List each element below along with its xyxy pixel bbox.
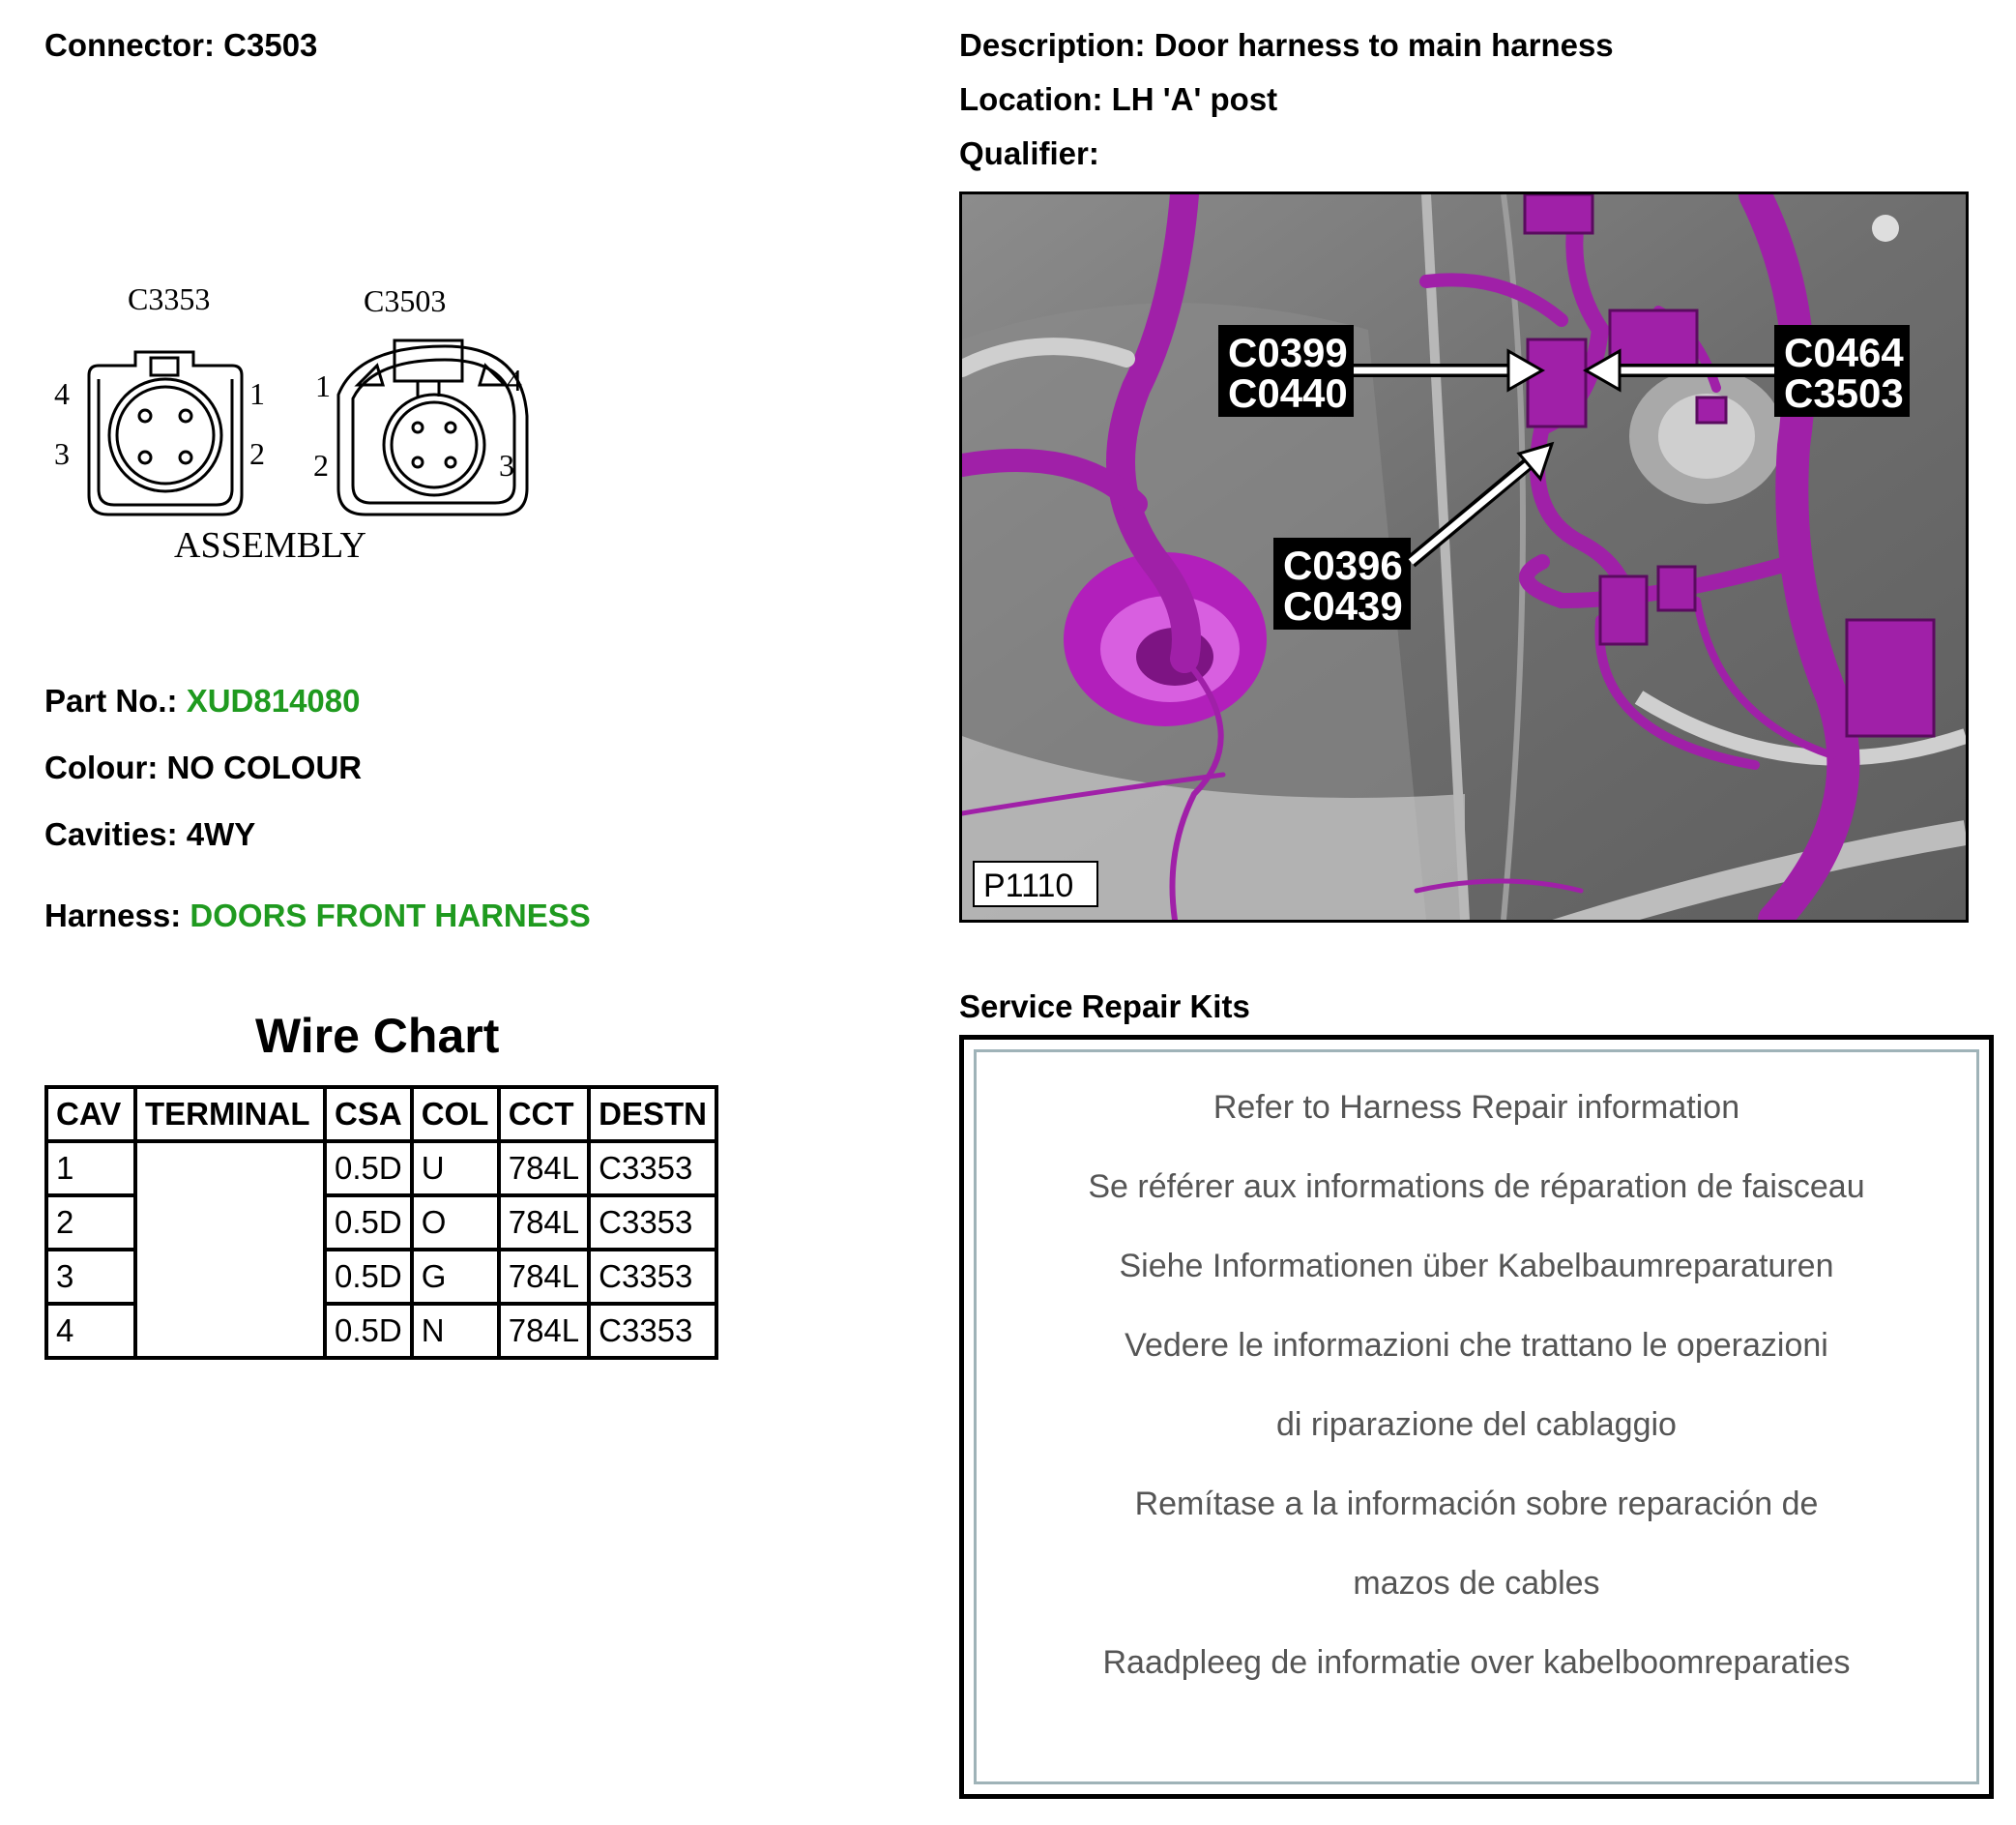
harness-value: DOORS FRONT HARNESS [190, 898, 591, 933]
col-header-csa: CSA [325, 1087, 412, 1141]
cell-csa: 0.5D [325, 1250, 412, 1304]
kit-line: Siehe Informationen über Kabelbaumreparaturen [1119, 1248, 1834, 1284]
cell-col: U [412, 1141, 499, 1195]
cell-cav: 1 [46, 1141, 135, 1195]
wire-chart-header-row [46, 1087, 716, 1141]
cell-cav: 4 [46, 1304, 135, 1358]
left-pin-2: 2 [249, 436, 265, 471]
colour-field: Colour: NO COLOUR [44, 750, 363, 785]
cell-cav: 2 [46, 1195, 135, 1250]
callout-c0399: C0399 [1228, 330, 1348, 375]
col-header-col: COL [412, 1087, 499, 1141]
right-connector-label: C3503 [364, 283, 447, 318]
kit-line: Se référer aux informations de réparation de faisceau [1088, 1168, 1865, 1205]
part-no-label: Part No.: [44, 683, 178, 719]
kit-line: Raadpleeg de informatie over kabelboomreparaties [1102, 1644, 1851, 1681]
cell-destn: C3353 [589, 1141, 716, 1195]
col-header-terminal: TERMINAL [135, 1087, 325, 1141]
kit-line: di riparazione del cablaggio [1276, 1406, 1677, 1443]
left-pin-1: 1 [249, 376, 265, 411]
col-header-cav: CAV [46, 1087, 135, 1141]
cell-col: G [412, 1250, 499, 1304]
kits-inner-frame [974, 1049, 1979, 1784]
cell-cav: 3 [46, 1250, 135, 1304]
assembly-label: ASSEMBLY [174, 525, 366, 566]
harness-label: Harness: [44, 898, 182, 933]
kits-box [959, 1035, 1994, 1799]
location-photo [959, 191, 1969, 923]
location-field: Location: LH 'A' post [959, 81, 1278, 117]
figure-id: P1110 [983, 868, 1074, 904]
connector-field: Connector: C3503 [44, 27, 318, 63]
right-pin-1: 1 [315, 368, 331, 403]
kits-title: Service Repair Kits [959, 988, 1250, 1024]
cell-terminal [135, 1141, 325, 1358]
cell-csa: 0.5D [325, 1195, 412, 1250]
table-row [46, 1141, 716, 1195]
col-header-cct: CCT [499, 1087, 589, 1141]
left-pin-4: 4 [54, 376, 70, 411]
col-header-destn: DESTN [589, 1087, 716, 1141]
right-pin-4: 4 [507, 363, 522, 397]
wire-chart-table [44, 1085, 718, 1360]
wire-chart-title: Wire Chart [255, 1009, 500, 1063]
qualifier-field: Qualifier: [959, 135, 1099, 171]
right-pin-2: 2 [313, 448, 329, 483]
cell-destn: C3353 [589, 1250, 716, 1304]
kit-line: Refer to Harness Repair information [1213, 1089, 1740, 1126]
cell-col: O [412, 1195, 499, 1250]
cell-destn: C3353 [589, 1304, 716, 1358]
cell-cct: 784L [499, 1250, 589, 1304]
cell-csa: 0.5D [325, 1304, 412, 1358]
cell-cct: 784L [499, 1195, 589, 1250]
connector-diagram [39, 271, 541, 580]
cell-col: N [412, 1304, 499, 1358]
kit-line: mazos de cables [1353, 1565, 1600, 1602]
cavities-field: Cavities: 4WY [44, 816, 256, 852]
part-no-field [44, 683, 360, 720]
cell-cct: 784L [499, 1304, 589, 1358]
kit-line: Vedere le informazioni che trattano le operazioni [1125, 1327, 1828, 1364]
callout-c3503: C3503 [1784, 370, 1904, 416]
callout-c0396: C0396 [1283, 543, 1403, 588]
callout-c0464: C0464 [1784, 330, 1904, 375]
kit-line: Remítase a la información sobre reparación de [1134, 1486, 1819, 1522]
cell-csa: 0.5D [325, 1141, 412, 1195]
description-field: Description: Door harness to main harness [959, 27, 1614, 63]
left-connector-label: C3353 [128, 281, 211, 316]
right-pin-3: 3 [499, 448, 514, 483]
cell-destn: C3353 [589, 1195, 716, 1250]
harness-field [44, 898, 591, 934]
part-no-value: XUD814080 [186, 683, 361, 719]
callout-c0439: C0439 [1283, 583, 1403, 629]
cell-cct: 784L [499, 1141, 589, 1195]
left-pin-3: 3 [54, 436, 70, 471]
callout-c0440: C0440 [1228, 370, 1348, 416]
